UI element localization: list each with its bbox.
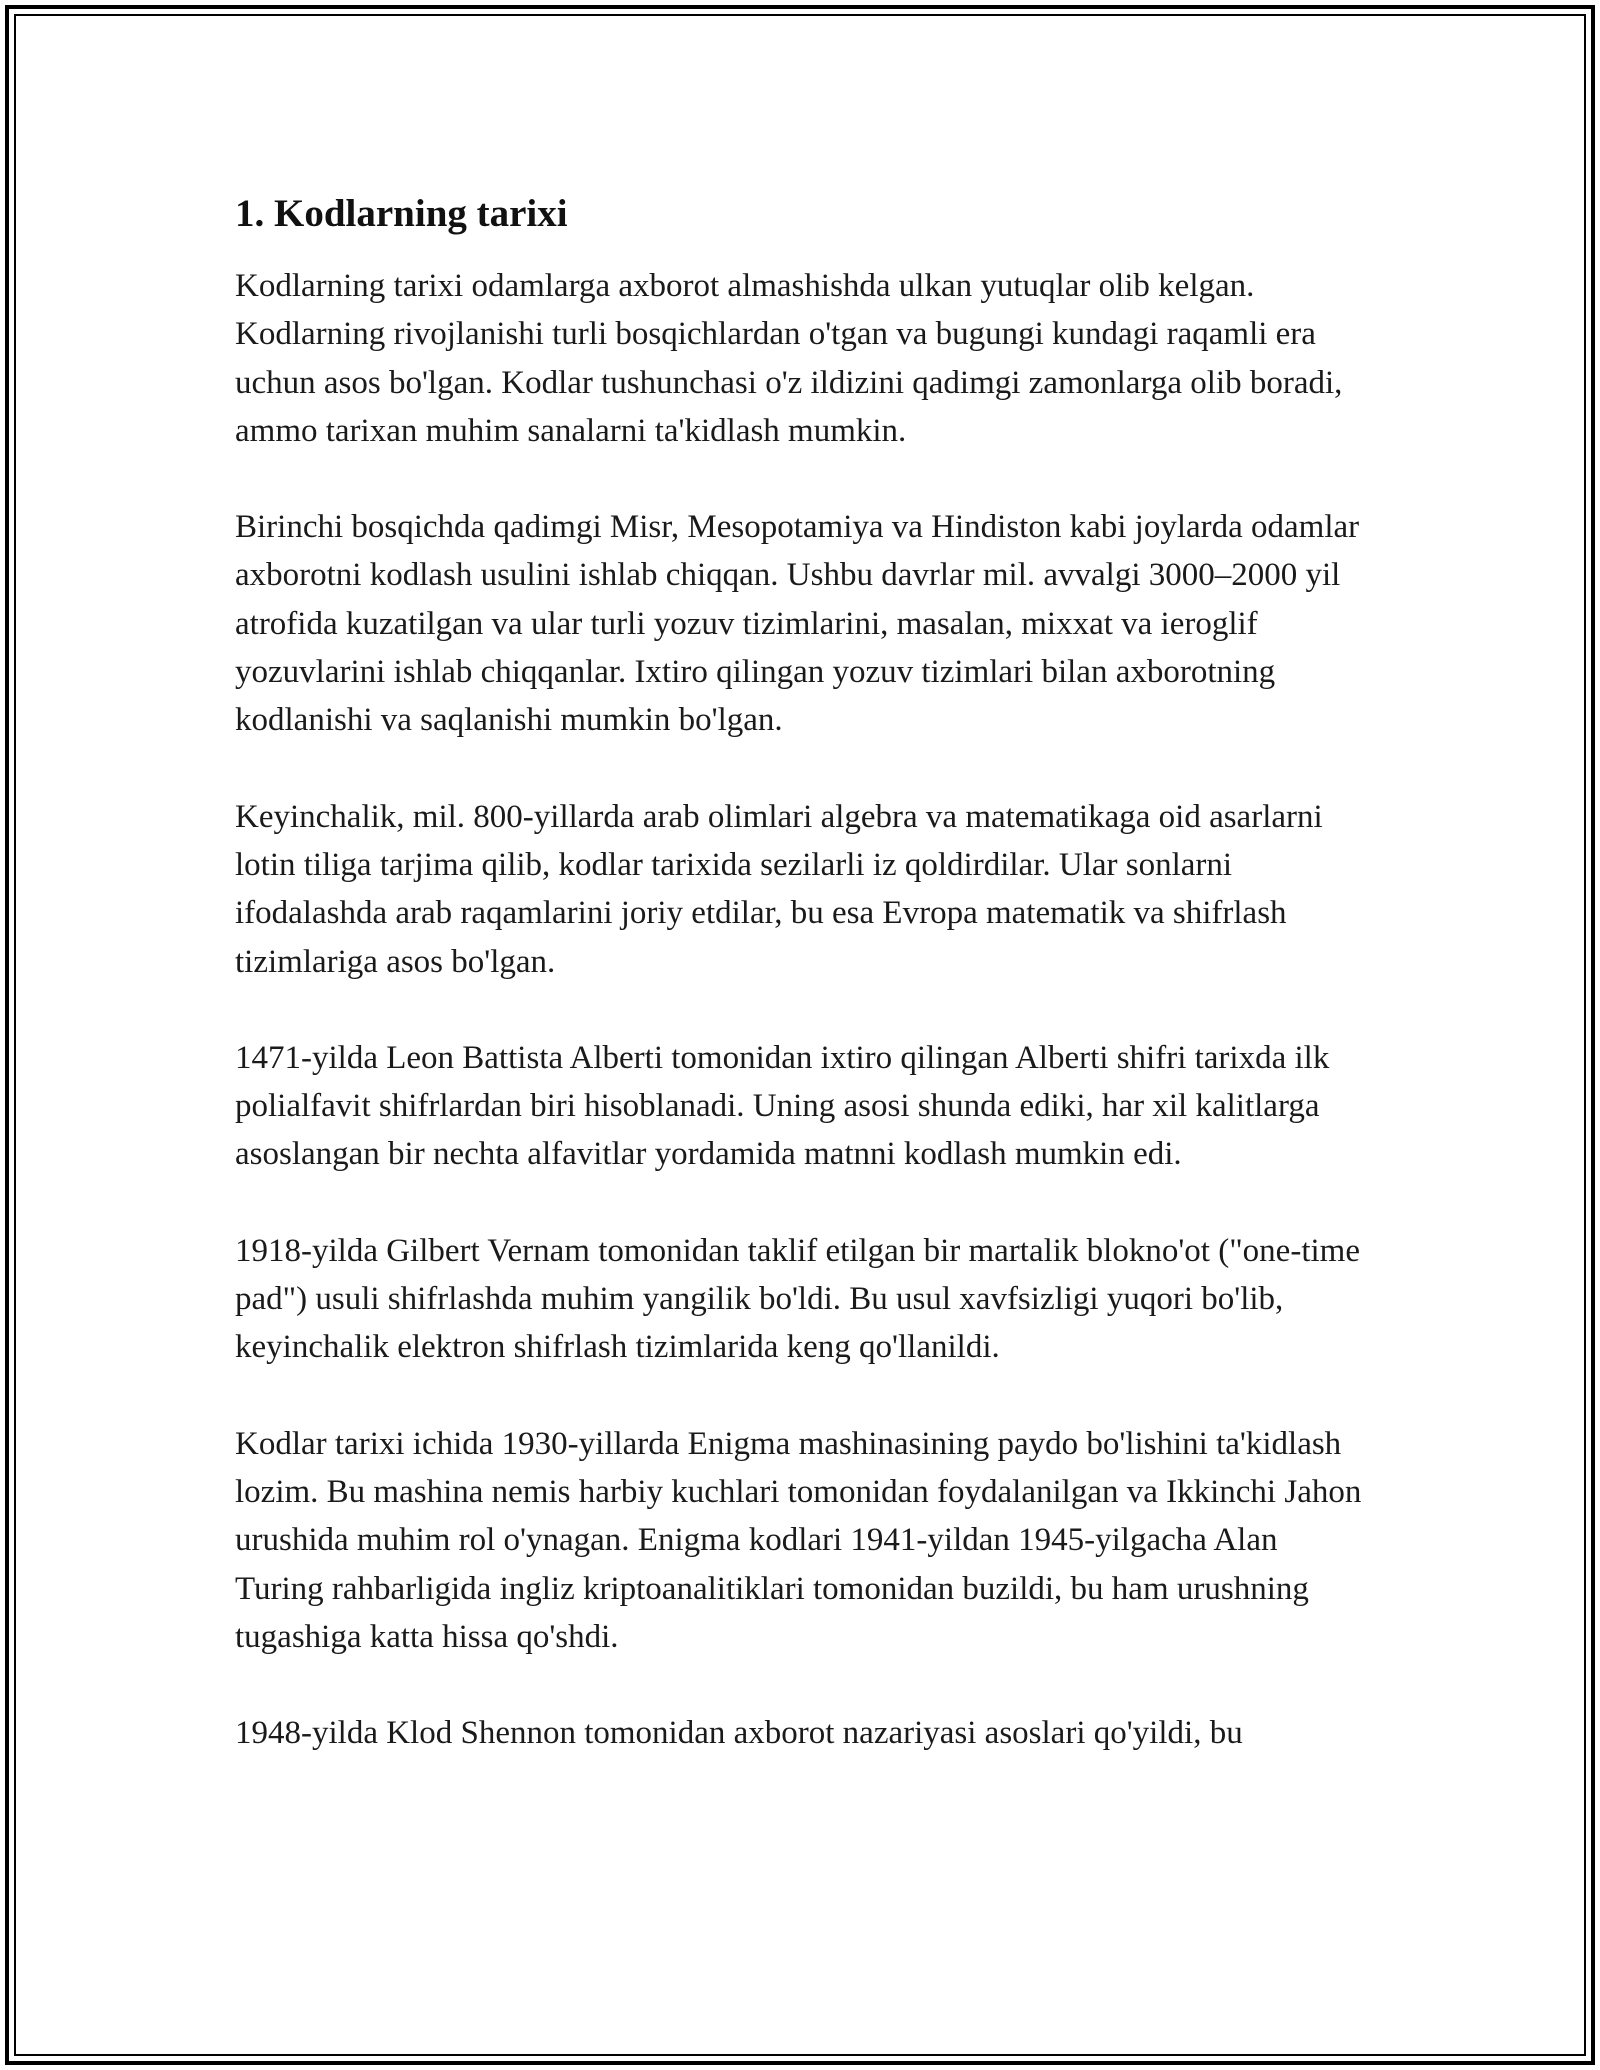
paragraph-intro: Kodlarning tarixi odamlarga axborot almashishda ulkan yutuqlar olib kelgan. Kodlarning rivojlanishi turli bosqichlardan o'tgan va bugungi kundagi raqamli era uchun asos bo'lgan. Kodlar tushunchasi o'z ildizini qadimgi zamonlarga olib boradi, ammo tarixan muhim sanalarni ta'kidlash mumkin. bbox=[235, 268, 1343, 449]
paragraph-enigma: Kodlar tarixi ichida 1930-yillarda Enigma mashinasining paydo bo'lishini ta'kidlash lozim. Bu mashina nemis harbiy kuchlari tomonidan foydalanilgan va Ikkinchi Jahon urushida muhim rol o'ynagan. Enigma kodlari 1941-yildan 1945-yilgacha Alan Turing rahbarligida ingliz kriptoanalitiklari tomonidan buzildi, bu ham urushning tugashiga katta hissa qo'shdi. bbox=[235, 1425, 1362, 1655]
paragraph-vernam-one-time-pad: 1918-yilda Gilbert Vernam tomonidan taklif etilgan bir martalik blokno'ot ("one-time pad") usuli shifrlashda muhim yangilik bo'ldi. Bu usul xavfsizligi yuqori bo'lib, keyinchalik elektron shifrlash tizimlarida keng qo'llanildi. bbox=[235, 1232, 1360, 1366]
paragraph-alberti-cipher: 1471-yilda Leon Battista Alberti tomonidan ixtiro qilingan Alberti shifri tarixda ilk polialfavit shifrlardan biri hisoblanadi. Uning asosi shunda ediki, har xil kalitlarga asoslangan bir nechta alfavitlar yordamida matnni kodlash mumkin edi. bbox=[235, 1039, 1330, 1173]
paragraph-shannon: 1948-yilda Klod Shennon tomonidan axborot nazariyasi asoslari qo'yildi, bu bbox=[235, 1715, 1243, 1752]
paragraph-ancient-writing: Birinchi bosqichda qadimgi Misr, Mesopotamiya va Hindiston kabi joylarda odamlar axborotni kodlash usulini ishlab chiqqan. Ushbu davrlar mil. avvalgi 3000–2000 yil atrofida kuzatilgan va ular turli yozuv tizimlarini, masalan, mixxat va ieroglif yozuvlarini ishlab chiqqanlar. Ixtiro qilingan yozuv tizimlari bilan axborotning kodlanishi va saqlanishi mumkin bo'lgan. bbox=[235, 509, 1360, 739]
paragraph-arab-scholars: Keyinchalik, mil. 800-yillarda arab olimlari algebra va matematikaga oid asarlarni lotin tiliga tarjima qilib, kodlar tarixida sezilarli iz qoldirdilar. Ular sonlarni ifodalashda arab raqamlarini joriy etdilar, bu esa Evropa matematik va shifrlash tizimlariga asos bo'lgan. bbox=[235, 798, 1323, 980]
document-body bbox=[235, 188, 1370, 1757]
section-title: 1. Kodlarning tarixi bbox=[235, 192, 568, 235]
